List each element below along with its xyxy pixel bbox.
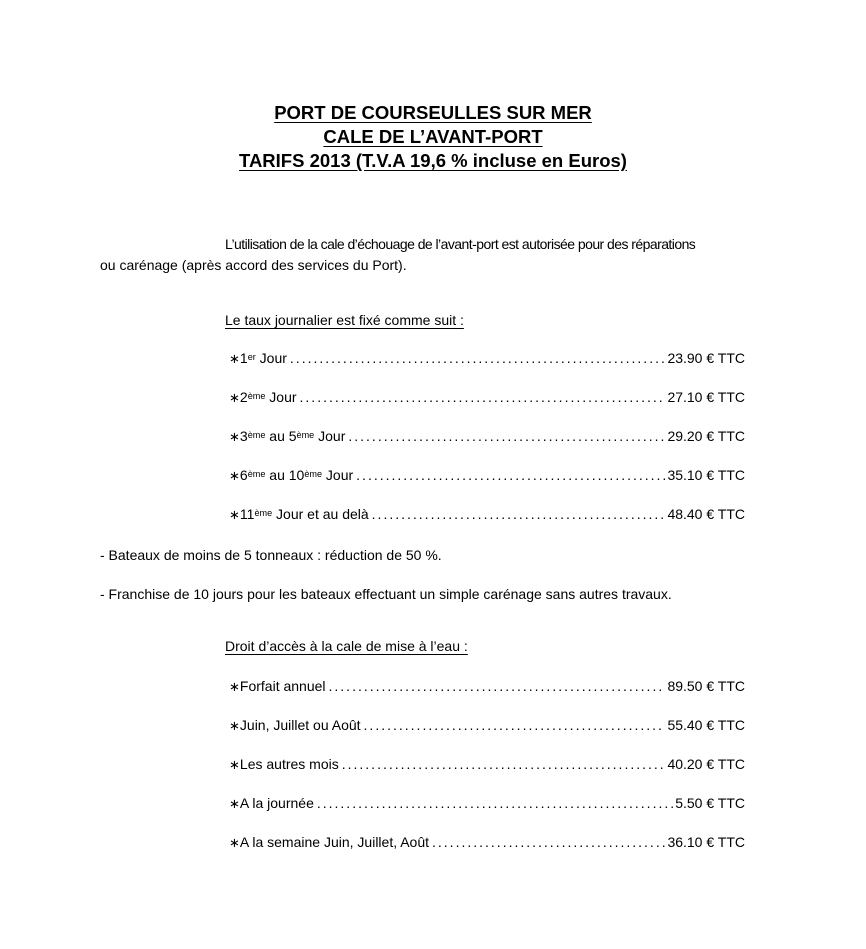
dot-leader (290, 348, 666, 369)
daily-rate-list (229, 348, 745, 543)
tariff-item-label: 6ème au 10ème Jour (239, 467, 354, 483)
bullet-asterisk-icon: ∗ (229, 718, 240, 733)
note-franchise: - Franchise de 10 jours pour les bateaux effectuant un simple carénage sans autres travaux. (100, 586, 672, 602)
tariff-row (229, 754, 745, 775)
bullet-asterisk-icon: ∗ (229, 757, 240, 772)
bullet-asterisk-icon: ∗ (229, 507, 240, 522)
tariff-row (229, 832, 745, 853)
intro-line-2: ou carénage (après accord des services du Port). (100, 257, 407, 273)
title-line-port: PORT DE COURSEULLES SUR MER (274, 102, 592, 123)
tariff-price: 40.20 € TTC (667, 756, 745, 772)
bullet-asterisk-icon: ∗ (229, 468, 240, 483)
bullet-asterisk-icon: ∗ (229, 351, 240, 366)
tariff-price: 35.10 € TTC (667, 467, 745, 483)
tariff-item-label: Forfait annuel (239, 678, 326, 694)
tariff-row (229, 426, 745, 447)
bullet-asterisk-icon: ∗ (229, 679, 240, 694)
notes-block (100, 545, 800, 623)
tariff-price: 36.10 € TTC (667, 834, 745, 850)
tariff-row (229, 504, 745, 525)
tariff-item-label: A la semaine Juin, Juillet, Août (239, 834, 430, 850)
tariff-item-label: 3ème au 5ème Jour (239, 428, 346, 444)
tariff-row (229, 387, 745, 408)
tariff-row (229, 793, 745, 814)
dot-leader (432, 832, 665, 853)
dot-leader (364, 715, 666, 736)
dot-leader (356, 465, 665, 486)
tariff-price: 48.40 € TTC (667, 506, 745, 522)
tariff-price: 27.10 € TTC (667, 389, 745, 405)
tariff-row (229, 348, 745, 369)
section-heading-daily-rate: Le taux journalier est fixé comme suit : (225, 312, 464, 328)
tariff-row (229, 465, 745, 486)
tariff-item-label: 2ème Jour (239, 389, 297, 405)
tariff-row (229, 676, 745, 697)
bullet-asterisk-icon: ∗ (229, 796, 240, 811)
title-line-tarifs: TARIFS 2013 (T.V.A 19,6 % incluse en Euros) (239, 150, 627, 171)
dot-leader (317, 793, 673, 814)
tariff-item-label: Juin, Juillet ou Août (239, 717, 361, 733)
tariff-item-label: 11ème Jour et au delà (239, 506, 369, 522)
dot-leader (348, 426, 665, 447)
dot-leader (372, 504, 666, 525)
tariff-item-label: 1er Jour (239, 350, 287, 366)
tariff-price: 29.20 € TTC (667, 428, 745, 444)
tariff-price: 55.40 € TTC (667, 717, 745, 733)
tariff-price: 5.50 € TTC (675, 795, 745, 811)
section-heading-launch-access: Droit d’accès à la cale de mise à l’eau : (225, 638, 468, 654)
intro-line-1: L’utilisation de la cale d’échouage de l’avant-port est autorisée pour des réparations (225, 236, 696, 252)
note-reduction: - Bateaux de moins de 5 tonneaux : réduction de 50 %. (100, 547, 442, 563)
tariff-price: 23.90 € TTC (667, 350, 745, 366)
intro-paragraph (100, 234, 780, 276)
bullet-asterisk-icon: ∗ (229, 835, 240, 850)
tariff-row (229, 715, 745, 736)
bullet-asterisk-icon: ∗ (229, 429, 240, 444)
dot-leader (300, 387, 666, 408)
tariff-item-label: A la journée (239, 795, 314, 811)
launch-access-list (229, 676, 745, 871)
tariff-price: 89.50 € TTC (667, 678, 745, 694)
tariff-item-label: Les autres mois (239, 756, 339, 772)
bullet-asterisk-icon: ∗ (229, 390, 240, 405)
document-title (0, 101, 866, 173)
dot-leader (329, 676, 666, 697)
dot-leader (342, 754, 666, 775)
title-line-cale: CALE DE L’AVANT-PORT (323, 126, 543, 147)
